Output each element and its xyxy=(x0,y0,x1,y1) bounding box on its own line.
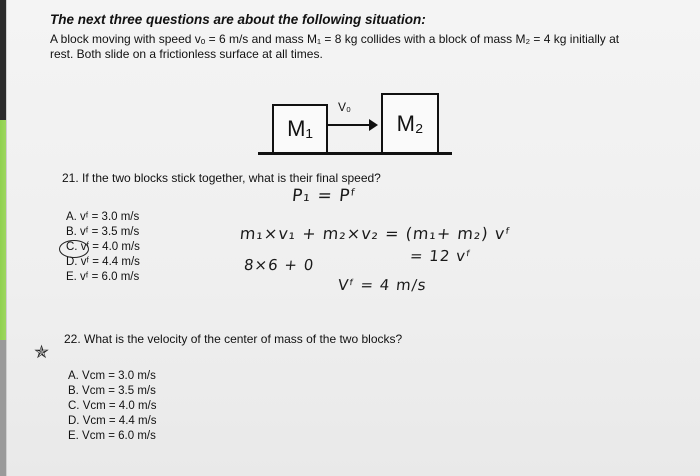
question-22-options xyxy=(68,369,157,444)
q21-option-d[interactable]: D. vᶠ = 4.4 m/s xyxy=(66,256,140,268)
q22-option-c[interactable]: C. Vcm = 4.0 m/s xyxy=(68,400,157,412)
q22-option-a[interactable]: A. Vcm = 3.0 m/s xyxy=(68,370,156,382)
frictionless-surface xyxy=(258,152,452,155)
block-m1-label: M₁ xyxy=(287,116,313,141)
q21-option-e[interactable]: E. vᶠ = 6.0 m/s xyxy=(66,271,140,283)
handwritten-final-speed: Vᶠ = 4 m/s xyxy=(337,276,428,294)
block-m2 xyxy=(381,93,439,154)
block-m1 xyxy=(272,104,328,154)
q21-option-c[interactable]: C. vᶠ = 4.0 m/s xyxy=(66,241,140,253)
situation-text: A block moving with speed vₒ = 6 m/s and mass M₁ = 8 kg collides with a block of mass M₂ = 4 kg initially at rest. Both slide on a frictionless surface at all times. xyxy=(50,32,620,61)
handwritten-substitution: 8×6 + 0 xyxy=(243,256,316,274)
question-22: 22. What is the velocity of the center of mass of the two blocks? xyxy=(64,332,403,346)
velocity-label: V₀ xyxy=(338,100,351,114)
question-21: 21. If the two blocks stick together, what is their final speed? xyxy=(62,171,381,185)
answer-circle-mark xyxy=(59,240,89,258)
star-mark: ✯ xyxy=(34,342,50,362)
handwritten-rhs: = 12 vᶠ xyxy=(409,247,473,265)
q22-option-e[interactable]: E. Vcm = 6.0 m/s xyxy=(68,430,156,442)
q21-option-b[interactable]: B. vᶠ = 3.5 m/s xyxy=(66,226,140,238)
q21-option-a[interactable]: A. vᶠ = 3.0 m/s xyxy=(66,211,140,223)
handwritten-momentum-eq: P₁ = Pᶠ xyxy=(290,186,358,206)
velocity-arrow xyxy=(328,124,376,126)
section-heading: The next three questions are about the following situation: xyxy=(50,12,426,27)
q22-option-b[interactable]: B. Vcm = 3.5 m/s xyxy=(68,385,156,397)
q22-option-d[interactable]: D. Vcm = 4.4 m/s xyxy=(68,415,157,427)
handwritten-momentum-expanded: m₁×v₁ + m₂×v₂ = (m₁+ m₂) vᶠ xyxy=(239,224,513,243)
block-m2-label: M₂ xyxy=(396,110,424,136)
